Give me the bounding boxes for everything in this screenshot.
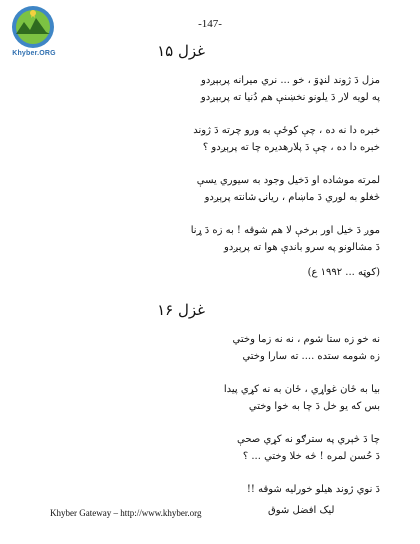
- verse-line: دَ مشالونو په سرو باندې هوا ته پرېږدو: [224, 242, 380, 253]
- verse-line: موږ دَ خيل اور برخې لا هم شوقه ! به زه دَ ړنا: [190, 225, 380, 236]
- verse-line: بس که يو خل دَ چا به خوا وختي: [248, 401, 380, 412]
- place-date: (کوټه ... ۱۹۹۲ ع): [307, 267, 380, 278]
- verse-line: دَ حُسن لمره ! څه خلا وختي ... ؟: [242, 451, 380, 462]
- verse-line: نه خو زه ستا شوم ، نه نه زما وختي: [232, 334, 380, 345]
- stanza: [40, 222, 380, 256]
- verse-line: چا دَ څېري په سترګو نه کړي صحې: [237, 434, 380, 445]
- verse-line: بيا به ځان غواړي ، ځان به نه کړي پيدا: [223, 384, 380, 395]
- ghazal-16-title: غزل ۱۶: [157, 301, 205, 319]
- verse-line: په لويه لار دَ يلونو نخښنې هم دُنيا ته پربېږدو: [200, 92, 380, 103]
- page-number: -147-: [198, 18, 222, 30]
- stanza: [40, 431, 380, 465]
- verse-line: دَ نوي ژوند هيلو خورليه شوقه !!: [246, 484, 380, 495]
- verse-line: لمرته موشاده او دَخيل وجود به سيوري يسې: [196, 175, 380, 186]
- ghazal-15-title: غزل ۱۵: [157, 42, 205, 60]
- footer-author: ليک افضل شوق: [268, 505, 335, 516]
- stanza: [40, 72, 380, 106]
- verse-line: څغلو به لوري دَ ماښام ، ريانۍ شانته پرېږدو: [204, 192, 380, 203]
- stanza: [40, 481, 380, 498]
- stanza: [40, 122, 380, 156]
- verse-line: زه شومه ستده .... ته سارا وختي: [242, 351, 380, 362]
- verse-line: مزل دَ ژوند لنډوَ ، خو ... نري ميرانه پربېږدو: [201, 75, 380, 86]
- logo-text: Khyber.ORG: [12, 50, 56, 57]
- verse-line: خبره دا ده ، چې دَ پلارهديره چا ته پرېږدو ؟: [202, 142, 380, 153]
- verse-line: خبره دا نه ده ، چې کوځې به ورو چرته دَ ژوند: [193, 125, 380, 136]
- stanza: [40, 172, 380, 206]
- footer-source: Khyber Gateway – http://www.khyber.org: [50, 508, 202, 518]
- stanza: [40, 331, 380, 365]
- poem-content: [40, 38, 380, 498]
- stanza: [40, 381, 380, 415]
